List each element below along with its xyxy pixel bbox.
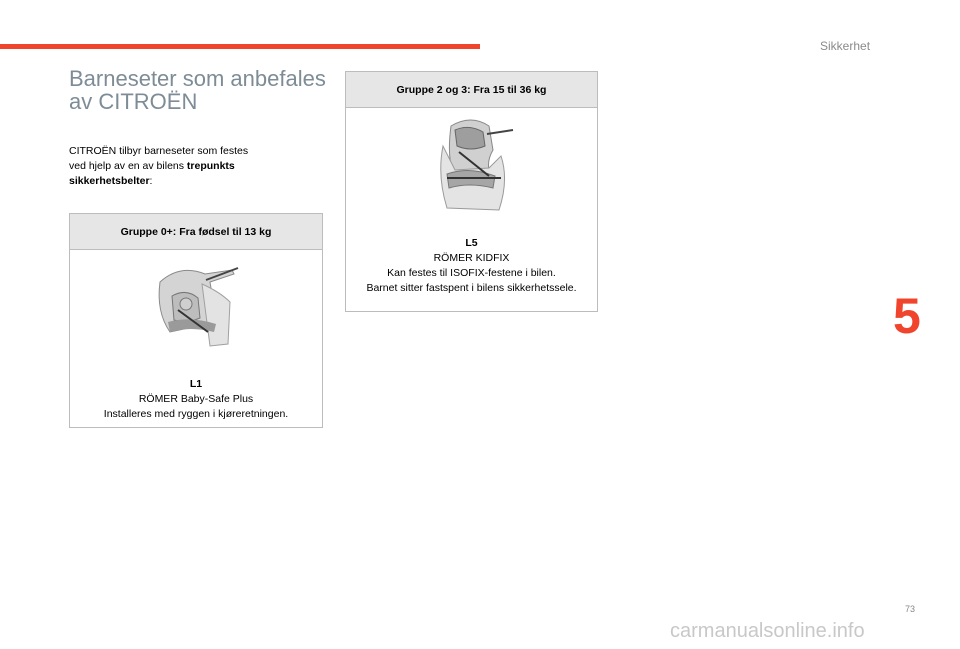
intro-bold-1: trepunkts <box>186 160 235 172</box>
watermark: carmanualsonline.info <box>670 620 865 642</box>
intro-paragraph <box>69 144 299 189</box>
seat-description: Kan festes til ISOFIX-festene i bilen. <box>387 267 556 279</box>
seat-card-l5 <box>345 71 598 312</box>
card-header: Gruppe 0+: Fra fødsel til 13 kg <box>70 214 322 250</box>
seat-card-l1 <box>69 213 323 428</box>
page-title-line1: Barneseter som anbefales <box>69 66 326 91</box>
page-number: 73 <box>905 604 916 614</box>
seat-name: RÖMER Baby-Safe Plus <box>138 393 254 405</box>
card-body <box>346 236 597 296</box>
seat-code: L1 <box>189 378 203 390</box>
page-title-line2: av CITROËN <box>69 89 198 114</box>
chapter-color-bar <box>0 44 480 49</box>
intro-line1: CITROËN tilbyr barneseter som festes <box>69 145 249 157</box>
seat-code: L5 <box>465 237 478 249</box>
intro-line3-post: : <box>149 175 153 187</box>
seat-description-2: Barnet sitter fastspent i bilens sikkerhetssele. <box>366 282 577 294</box>
infant-carrier-illustration-icon <box>150 262 242 354</box>
page-title <box>69 67 339 113</box>
chapter-number: 5 <box>893 288 921 344</box>
section-label: Sikkerhet <box>820 39 871 53</box>
intro-bold-2: sikkerhetsbelter <box>69 175 150 187</box>
card-body <box>70 377 322 422</box>
card-header: Gruppe 2 og 3: Fra 15 til 36 kg <box>346 72 597 108</box>
booster-seat-illustration-icon <box>429 116 515 214</box>
seat-description: Installeres med ryggen i kjøreretningen. <box>103 408 289 420</box>
seat-name: RÖMER KIDFIX <box>433 252 510 264</box>
intro-line2: ved hjelp av en av bilens <box>69 160 187 172</box>
